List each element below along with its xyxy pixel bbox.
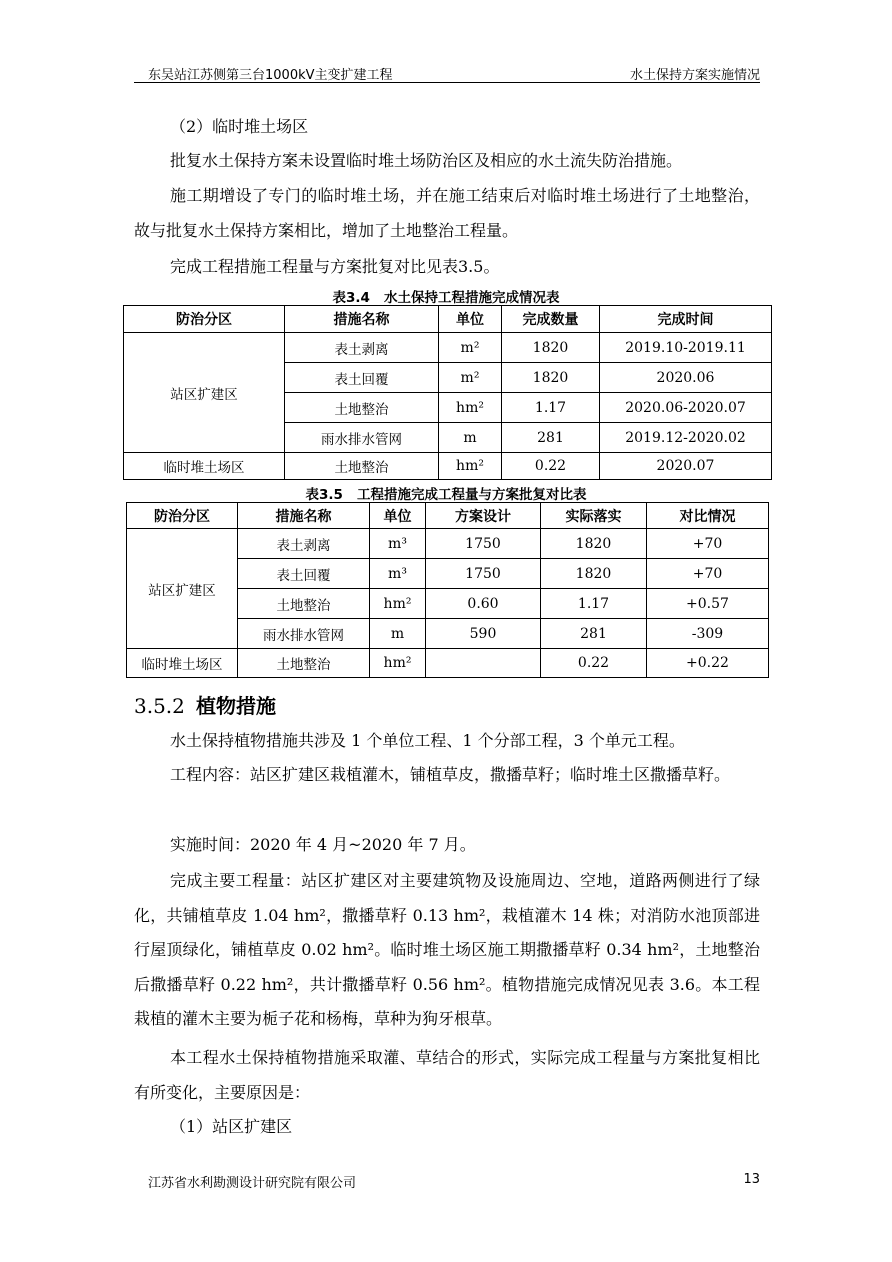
table-cell: +0.57 [647,589,769,619]
table-cell: 2020.06-2020.07 [600,393,772,423]
header-chapter-title: 水土保持方案实施情况 [629,68,760,83]
paragraph-schedule: 实施时间：2020 年 4 月~2020 年 7 月。 [170,835,476,854]
table-cell: 281 [502,423,600,453]
table-cell: hm² [439,453,502,480]
paragraph-plant-summary: 水土保持植物措施共涉及 1 个单位工程、1 个分部工程，3 个单元工程。 [170,731,685,750]
table-cell: 表土剥离 [238,529,370,559]
table35-header-cell: 实际落实 [541,503,647,529]
table-cell: 590 [426,619,541,649]
table34-caption: 表3.4 水土保持工程措施完成情况表 [332,290,560,306]
table-cell: m [370,619,426,649]
table-cell [426,649,541,678]
table-cell: 0.60 [426,589,541,619]
table-row [127,649,769,678]
table-cell: 2020.07 [600,453,772,480]
section-number: 3.5.2 [134,694,185,718]
table34 [123,305,772,480]
table-cell: +70 [647,529,769,559]
table-cell: m² [439,333,502,363]
table-row [124,453,772,480]
table34-header-cell: 完成数量 [502,306,600,333]
table-cell: 2020.06 [600,363,772,393]
table-cell: 1.17 [541,589,647,619]
paragraph-table-reference: 完成工程措施工程量与方案批复对比见表3.5。 [170,257,500,276]
table34-header-cell: 完成时间 [600,306,772,333]
table35-header-cell: 防治分区 [127,503,238,529]
table-cell: 1750 [426,529,541,559]
table-row [127,529,769,559]
table-cell: 1.17 [502,393,600,423]
table-cell: 281 [541,619,647,649]
table-cell: 1820 [541,529,647,559]
table-cell: hm² [370,589,426,619]
table-cell: 土地整治 [238,649,370,678]
footer-company: 江苏省水利勘测设计研究院有限公司 [148,1176,357,1191]
table35 [126,502,769,678]
table35-caption: 表3.5 工程措施完成工程量与方案批复对比表 [305,487,587,503]
table35-header-cell: 单位 [370,503,426,529]
paragraph-reason-intro: 本工程水土保持植物措施采取灌、草结合的形式，实际完成工程量与方案批复相比有所变化，主要原因是： [134,1048,760,1102]
table-cell: 1820 [502,333,600,363]
table-cell: +70 [647,559,769,589]
table-cell: 2019.12-2020.02 [600,423,772,453]
paragraph-quantities: 完成主要工程量：站区扩建区对主要建筑物及设施周边、空地，道路两侧进行了绿化，共铺植草皮 1.04 hm²，撒播草籽 0.13 hm²，栽植灌木 14 株；对消防水池顶部进行屋顶绿化，铺植草皮 0.02 hm²。临时堆土场区施工期撒播草籽 0.34 hm²，土地整治后撒播草籽 0.22 hm²，共计撒播草籽 0.56 hm²。植物措施完成情况见表 3.6。本工程栽植的灌木主要为栀子花和杨梅，草种为狗牙根草。 [134,871,760,1029]
table-cell: 雨水排水管网 [285,423,439,453]
table-cell: +0.22 [647,649,769,678]
table34-zone-cell: 临时堆土场区 [124,453,285,480]
table-cell: 1820 [541,559,647,589]
table-cell: 2019.10-2019.11 [600,333,772,363]
table34-zone-cell: 站区扩建区 [124,333,285,453]
table-cell: 1820 [502,363,600,393]
table-cell: 表土剥离 [285,333,439,363]
table-cell: m² [439,363,502,393]
table35-header-cell: 方案设计 [426,503,541,529]
table-cell: hm² [439,393,502,423]
header-doc-title: 东吴站江苏侧第三台1000kV主变扩建工程 [148,68,393,83]
table-cell: 表土回覆 [238,559,370,589]
subheading-temp-soil-area: （2）临时堆土场区 [170,117,309,136]
table-cell: 1750 [426,559,541,589]
table34-header-cell: 措施名称 [285,306,439,333]
paragraph-work-content: 工程内容：站区扩建区栽植灌木，铺植草皮，撒播草籽；临时堆土区撒播草籽。 [170,765,731,784]
table-cell: hm² [370,649,426,678]
table-row [124,333,772,363]
section-title: 植物措施 [196,694,276,718]
table-cell: 0.22 [541,649,647,678]
paragraph-approval-note: 批复水土保持方案未设置临时堆土场防治区及相应的水土流失防治措施。 [170,151,683,170]
table-cell: 土地整治 [285,393,439,423]
subheading-station-area: （1）站区扩建区 [170,1117,293,1136]
table-cell: m³ [370,529,426,559]
table-cell: m³ [370,559,426,589]
table34-header-cell: 防治分区 [124,306,285,333]
table35-zone-cell: 站区扩建区 [127,529,238,649]
table-cell: m [439,423,502,453]
table-cell: 雨水排水管网 [238,619,370,649]
table34-header-row [124,306,772,333]
table34-header-cell: 单位 [439,306,502,333]
section-heading [134,690,276,719]
table-cell: 表土回覆 [285,363,439,393]
table35-header-cell: 对比情况 [647,503,769,529]
table-cell: 土地整治 [238,589,370,619]
table35-header-cell: 措施名称 [238,503,370,529]
table35-header-row [127,503,769,529]
paragraph-construction-note: 施工期增设了专门的临时堆土场，并在施工结束后对临时堆土场进行了土地整治，故与批复水土保持方案相比，增加了土地整治工程量。 [134,186,760,240]
header-rule [134,82,760,83]
table-cell: -309 [647,619,769,649]
table35-zone-cell: 临时堆土场区 [127,649,238,678]
table-cell: 土地整治 [285,453,439,480]
page-number: 13 [743,1172,760,1187]
table-cell: 0.22 [502,453,600,480]
